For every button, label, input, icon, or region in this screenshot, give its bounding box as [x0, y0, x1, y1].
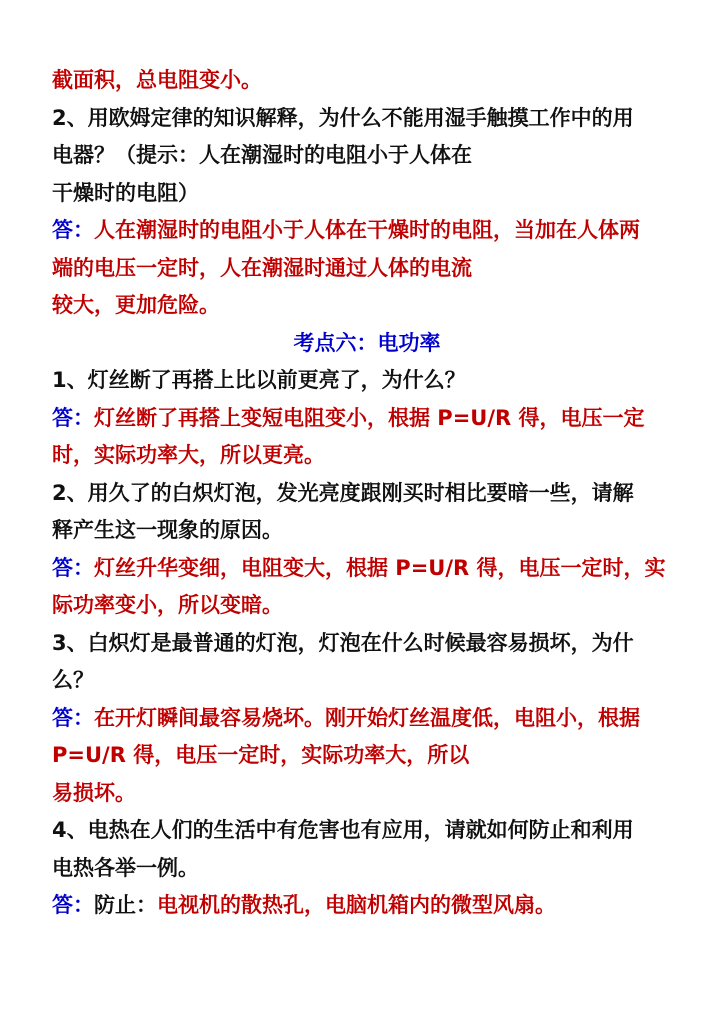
answer-line [52, 700, 682, 738]
answer-line [52, 887, 682, 925]
question-text: 干燥时的电阻） [52, 180, 199, 205]
answer-line [52, 212, 682, 250]
answer-continuation: 时，实际功率大，所以更亮。 [52, 443, 325, 467]
question-text: 释产生这一现象的原因。 [52, 518, 283, 542]
answer-continuation: 端的电压一定时，人在潮湿时通过人体的电流 [52, 255, 472, 280]
answer-label: 答： [52, 218, 94, 242]
answer-line [52, 550, 682, 588]
question-text: 电热各举一例。 [52, 855, 199, 880]
answer-line [52, 400, 682, 438]
answer-continuation: P=U/R 得，电压一定时，实际功率大，所以 [52, 743, 470, 767]
answer-text: 在开灯瞬间最容易烧坏。刚开始灯丝温度低，电阻小，根据 [94, 705, 640, 730]
answer-text: 灯丝断了再搭上变短电阻变小，根据 P=U/R 得，电压一定 [94, 405, 645, 430]
answer-continuation: 截面积，总电阻变小。 [52, 68, 262, 92]
answer-label: 答： [52, 405, 94, 430]
answer-continuation: 较大，更加危险。 [52, 293, 220, 317]
question-text: 么？ [52, 668, 94, 692]
section-heading: 考点六：电功率 [293, 330, 441, 355]
answer-continuation: 际功率变小，所以变暗。 [52, 593, 283, 617]
question-text: 1、灯丝断了再搭上比以前更亮了，为什么？ [52, 368, 466, 392]
answer-continuation: 易损坏。 [52, 780, 136, 805]
answer-text: 人在潮湿时的电阻小于人体在干燥时的电阻，当加在人体两 [94, 218, 640, 242]
question-text: 电器？（提示：人在潮湿时的电阻小于人体在 [52, 143, 472, 167]
answer-text: 电视机的散热孔，电脑机箱内的微型风扇。 [157, 893, 556, 917]
answer-label: 答： [52, 705, 94, 730]
question-text: 2、用久了的白炽灯泡，发光亮度跟刚买时相比要暗一些，请解 [52, 480, 634, 505]
question-text: 4、电热在人们的生活中有危害也有应用，请就如何防止和利用 [52, 818, 634, 842]
answer-label: 答： [52, 555, 94, 580]
question-text: 3、白炽灯是最普通的灯泡，灯泡在什么时候最容易损坏，为什 [52, 630, 634, 655]
answer-label: 答： [52, 893, 94, 917]
document-page [52, 62, 682, 925]
question-text: 2、用欧姆定律的知识解释，为什么不能用湿手触摸工作中的用 [52, 105, 634, 130]
answer-prefix: 防止： [94, 893, 157, 917]
answer-text: 灯丝升华变细，电阻变大，根据 P=U/R 得，电压一定时，实 [94, 555, 666, 580]
